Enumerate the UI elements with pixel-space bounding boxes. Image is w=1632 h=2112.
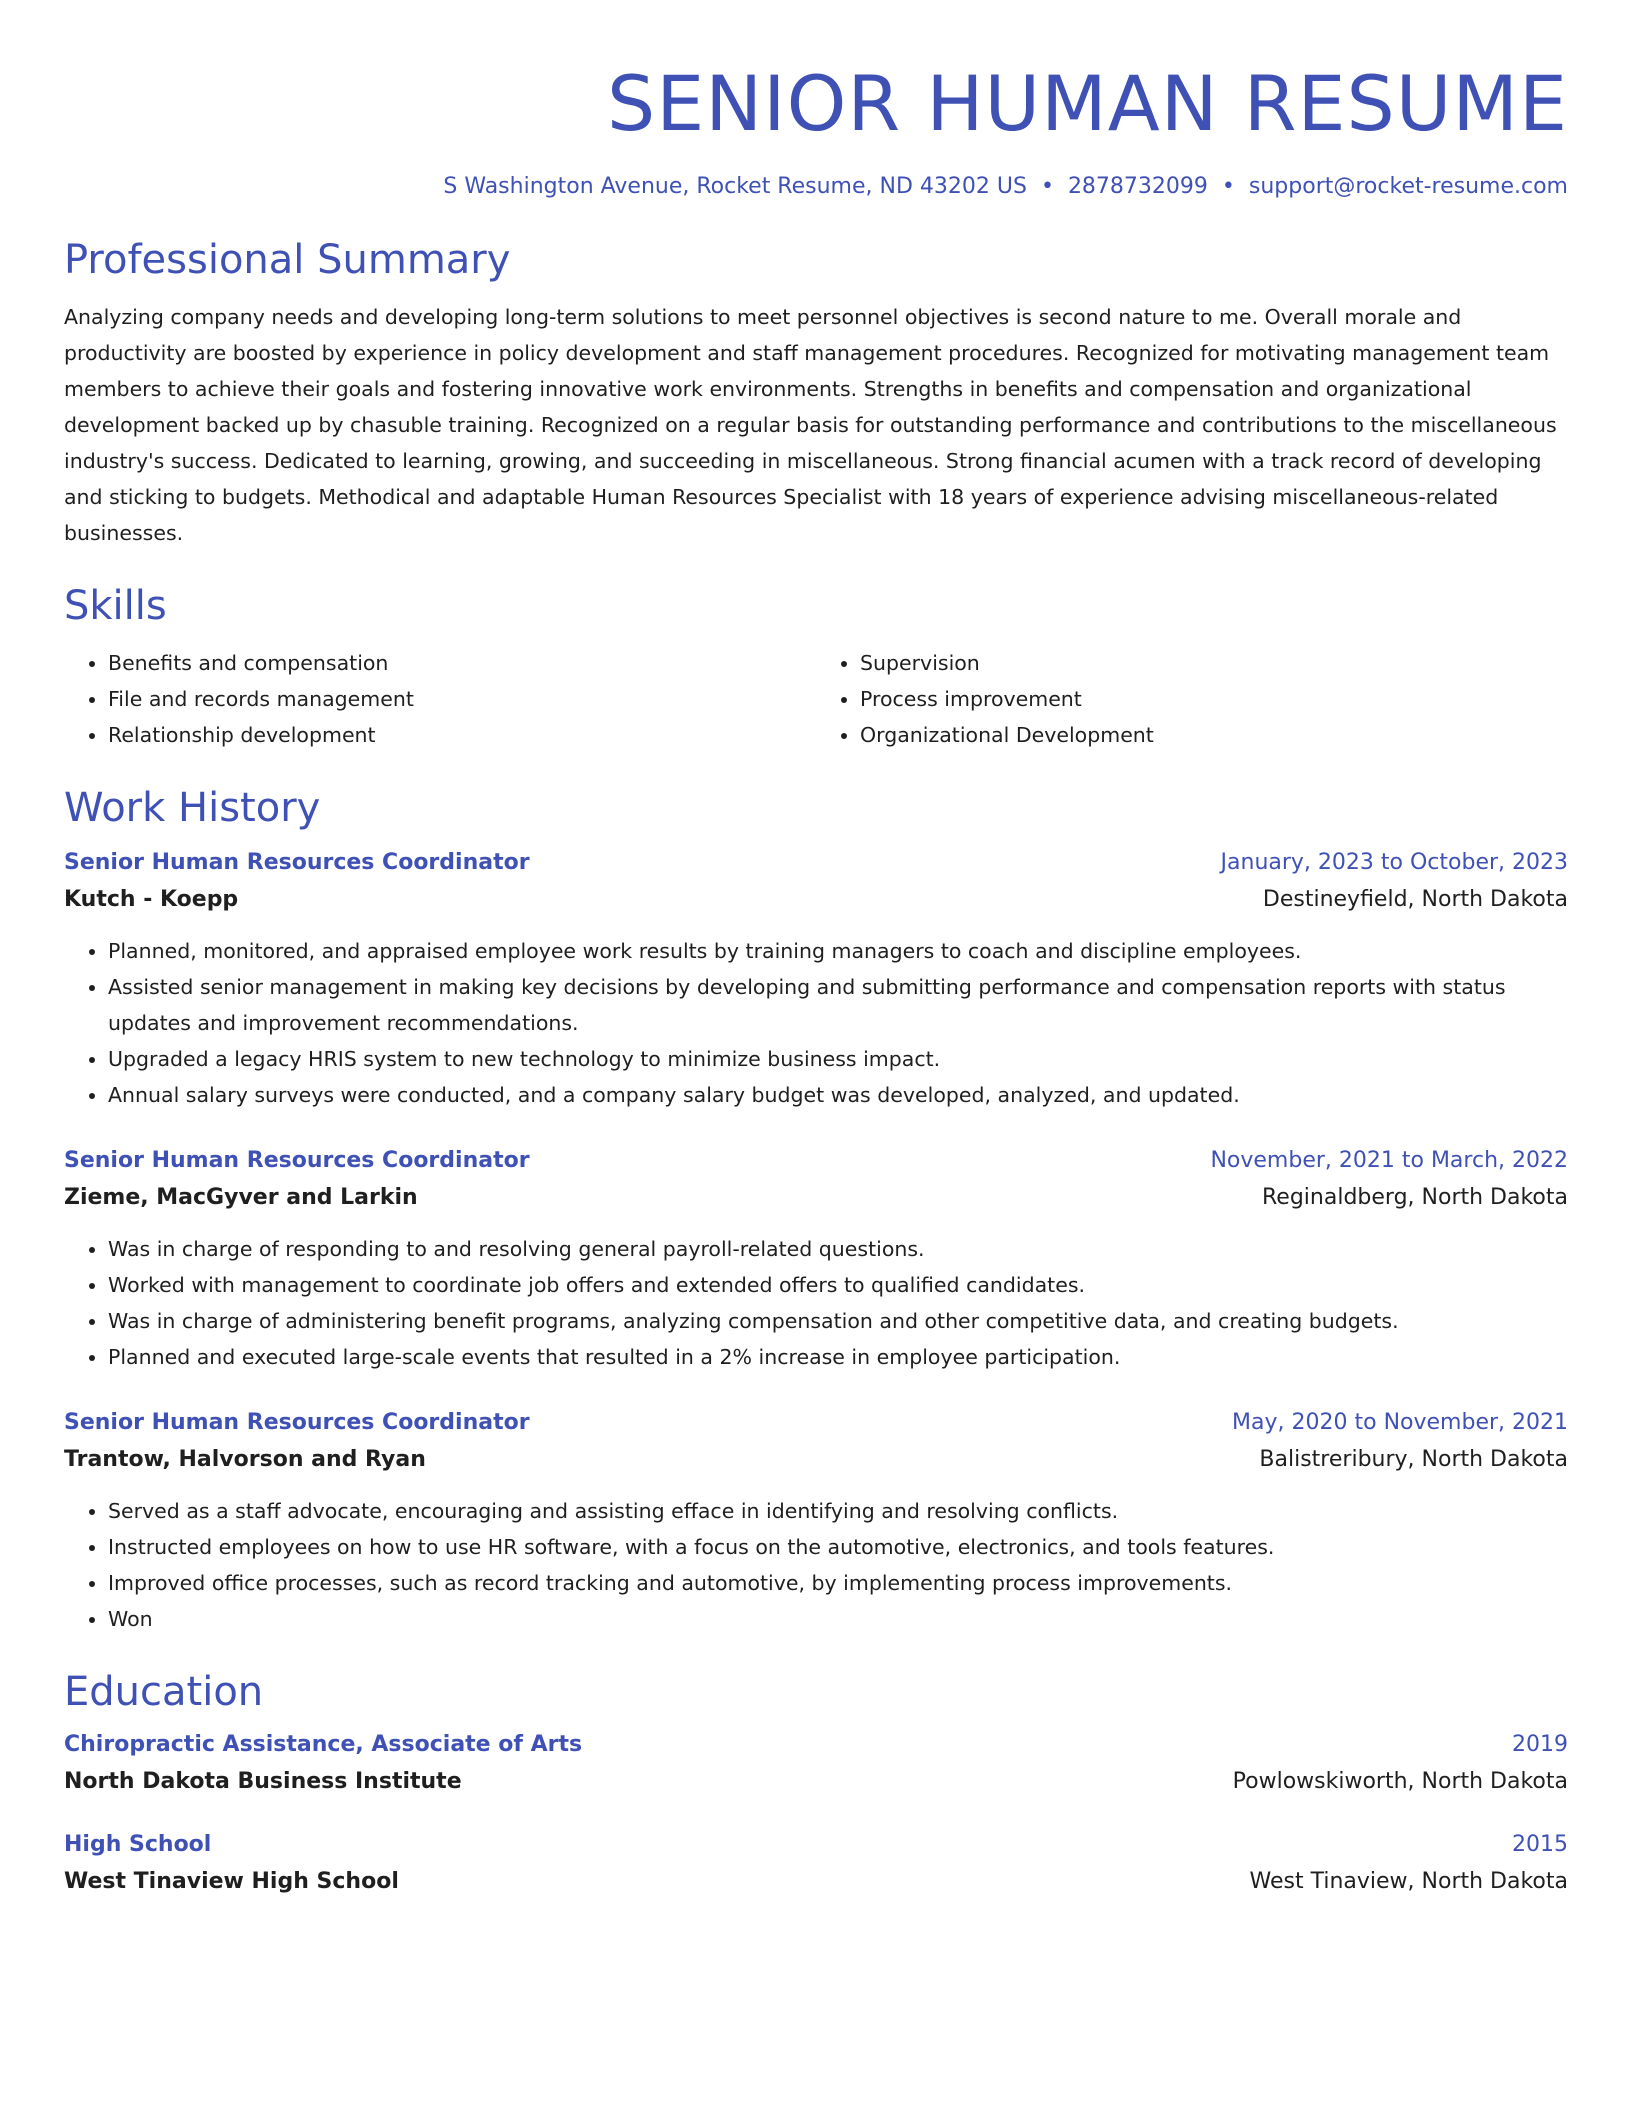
job-location: Balistreribury, North Dakota: [1259, 1447, 1568, 1472]
job-dates: November, 2021 to March, 2022: [1210, 1148, 1568, 1173]
job-dates: May, 2020 to November, 2021: [1232, 1410, 1568, 1435]
summary-text: Analyzing company needs and developing long-term solutions to meet personnel objectives is second nature to me. Overall morale and productivity are boosted by experience in policy development and staff management procedures. Recognized for motivating management team members to achieve their goals and fostering innovative work environments. Strengths in benefits and compensation and organizational development backed up by chasuble training. Recognized on a regular basis for outstanding performance and contributions to the miscellaneous industry's success. Dedicated to learning, growing, and succeeding in miscellaneous. Strong financial acumen with a track record of developing and sticking to budgets. Methodical and adaptable Human Resources Specialist with 18 years of experience advising miscellaneous-related businesses.: [64, 305, 1557, 545]
job-bullet: • Was in charge of administering benefit programs, analyzing compensation and other competitive data, and creating budgets.: [108, 1303, 1568, 1339]
contact-phone: 2878732099: [1067, 174, 1208, 199]
job-bullet: • Won: [108, 1601, 1568, 1637]
education-subheader: [64, 1863, 1568, 1901]
job-employer: Zieme, MacGyver and Larkin: [64, 1185, 418, 1210]
skill-item: • Process improvement: [860, 681, 1568, 717]
contact-address: S Washington Avenue, Rocket Resume, ND 43202 US: [443, 174, 1027, 199]
education-degree: Chiropractic Assistance, Associate of Arts: [64, 1732, 583, 1757]
contact-separator: •: [1040, 174, 1054, 199]
education-list: [64, 1727, 1568, 1901]
job-bullets: [64, 1493, 1568, 1637]
education-school: North Dakota Business Institute: [64, 1769, 462, 1794]
education-school: West Tinaview High School: [64, 1869, 399, 1894]
job-bullet: • Planned and executed large-scale events that resulted in a 2% increase in employee participation.: [108, 1339, 1568, 1375]
education-location: Powlowskiworth, North Dakota: [1232, 1769, 1568, 1794]
contact-separator: •: [1221, 174, 1235, 199]
job-bullet: • Planned, monitored, and appraised employee work results by training managers to coach and discipline employees.: [108, 933, 1568, 969]
job-employer: Trantow, Halvorson and Ryan: [64, 1447, 426, 1472]
job-bullets: [64, 933, 1568, 1113]
work-history-heading: Work History: [64, 785, 321, 831]
education-year: 2015: [1512, 1832, 1568, 1857]
job-bullet: • Improved office processes, such as record tracking and automotive, by implementing process improvements.: [108, 1565, 1568, 1601]
job-bullet: • Worked with management to coordinate job offers and extended offers to qualified candidates.: [108, 1267, 1568, 1303]
education-year: 2019: [1512, 1732, 1568, 1757]
skills-column-right: [816, 645, 1568, 753]
job-bullet: • Was in charge of responding to and resolving general payroll-related questions.: [108, 1231, 1568, 1267]
education-location: West Tinaview, North Dakota: [1249, 1869, 1568, 1894]
job-title: Senior Human Resources Coordinator: [64, 1148, 530, 1173]
education-header: [64, 1727, 1568, 1763]
job-subheader: [64, 1441, 1568, 1479]
job-header: [64, 845, 1568, 881]
education-entry: [64, 1727, 1568, 1801]
job-entry: [64, 1143, 1568, 1375]
skills-list: [64, 645, 1568, 753]
work-history-list: [64, 845, 1568, 1637]
education-heading: Education: [64, 1669, 264, 1715]
job-bullet: • Served as a staff advocate, encouraging and assisting efface in identifying and resolving conflicts.: [108, 1493, 1568, 1529]
job-title: Senior Human Resources Coordinator: [64, 850, 530, 875]
education-header: [64, 1827, 1568, 1863]
skills-column-left: [64, 645, 816, 753]
education-degree: High School: [64, 1832, 212, 1857]
job-subheader: [64, 881, 1568, 919]
summary-heading: Professional Summary: [64, 237, 511, 283]
job-bullet: • Annual salary surveys were conducted, and a company salary budget was developed, analyzed, and updated.: [108, 1077, 1568, 1113]
job-location: Destineyfield, North Dakota: [1262, 887, 1568, 912]
job-entry: [64, 1405, 1568, 1637]
resume-name: SENIOR HUMAN RESUME: [607, 59, 1568, 148]
job-dates: January, 2023 to October, 2023: [1220, 850, 1568, 875]
education-entry: [64, 1827, 1568, 1901]
skill-item: • Relationship development: [108, 717, 816, 753]
contact-email: support@rocket-resume.com: [1248, 174, 1568, 199]
job-location: Reginaldberg, North Dakota: [1262, 1185, 1568, 1210]
education-subheader: [64, 1763, 1568, 1801]
job-bullet: • Assisted senior management in making key decisions by developing and submitting performance and compensation reports with status updates and improvement recommendations.: [108, 969, 1568, 1041]
job-subheader: [64, 1179, 1568, 1217]
job-header: [64, 1143, 1568, 1179]
job-entry: [64, 845, 1568, 1113]
skill-item: • Supervision: [860, 645, 1568, 681]
skills-heading: Skills: [64, 583, 167, 629]
job-bullet: • Instructed employees on how to use HR software, with a focus on the automotive, electronics, and tools features.: [108, 1529, 1568, 1565]
job-employer: Kutch - Koepp: [64, 887, 239, 912]
skill-item: • Organizational Development: [860, 717, 1568, 753]
skill-item: • File and records management: [108, 681, 816, 717]
contact-line: [64, 174, 1568, 199]
job-bullets: [64, 1231, 1568, 1375]
skill-item: • Benefits and compensation: [108, 645, 816, 681]
job-header: [64, 1405, 1568, 1441]
job-title: Senior Human Resources Coordinator: [64, 1410, 530, 1435]
job-bullet: • Upgraded a legacy HRIS system to new technology to minimize business impact.: [108, 1041, 1568, 1077]
